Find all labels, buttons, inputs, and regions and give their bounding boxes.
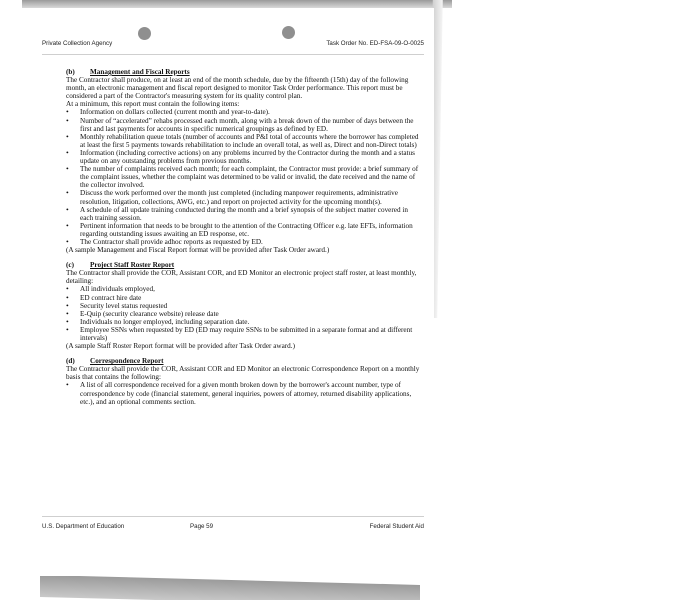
scan-shadow-bottom bbox=[40, 575, 420, 600]
footer-right: Federal Student Aid bbox=[369, 523, 424, 530]
footer-left: U.S. Department of Education bbox=[42, 523, 125, 530]
section-d-title: Correspondence Report bbox=[90, 357, 164, 366]
document-body bbox=[66, 68, 421, 406]
section-b-title: Management and Fiscal Reports bbox=[90, 68, 190, 76]
list-item: • A schedule of all update training conducted during the month and a brief synopsis of the subject matter covered in each training session. bbox=[66, 206, 421, 222]
section-b-note: (A sample Management and Fiscal Report format will be provided after Task Order award.) bbox=[66, 246, 330, 255]
scan-shadow-top bbox=[22, 0, 452, 8]
punch-hole-left bbox=[138, 27, 151, 40]
list-item: • Discuss the work performed over the month just completed (including manpower requirements, administrative resolution, litigation, collections, AWG, etc.) and report on projected activity for the upcoming month(s). bbox=[66, 189, 421, 205]
section-d-intro: The Contractor shall provide the COR, Assistant COR and ED Monitor an electronic Correspondence Report on a monthly basis that contains the following: bbox=[66, 365, 420, 382]
section-c-number: (c) bbox=[66, 261, 74, 270]
document-page bbox=[34, 8, 434, 576]
list-item: • A list of all correspondence received for a given month broken down by the borrower's account number, type of correspondence by code (financial statement, general inquiries, powers of attorney, returned disability applications, etc.), and an optional comments section. bbox=[66, 381, 421, 405]
section-c-title: Project Staff Roster Report bbox=[90, 261, 175, 270]
list-item: • Pertinent information that needs to be brought to the attention of the Contracting Officer e.g. late EFTs, information regarding outstanding issues awaiting an ED response, etc. bbox=[66, 222, 421, 238]
header-left: Private Collection Agency bbox=[42, 40, 113, 47]
section-d-list bbox=[66, 381, 421, 405]
section-b-number: (b) bbox=[66, 68, 75, 76]
list-item: • Monthly rehabilitation queue totals (number of accounts and P&I total of accounts where the borrower has completed at least the first 5 payments towards rehabilitation to include an overall total, as well as, Direct and non-Direct totals) bbox=[66, 133, 421, 149]
list-item: • The Contractor shall provide adhoc reports as requested by ED. bbox=[66, 238, 421, 246]
header-right: Task Order No. ED-FSA-09-O-0025 bbox=[326, 40, 424, 47]
list-item: • Individuals no longer employed, including separation date. bbox=[66, 318, 421, 326]
section-b-intro: The Contractor shall produce, on at least an end of the month schedule, due by the fifteenth (15th) day of the following month, an electronic management and fiscal report designed to monitor Task Order performance. This report must be considered a part of the Contractor's measuring system for its quality control plan. bbox=[66, 76, 409, 101]
list-item: • ED contract hire date bbox=[66, 294, 421, 302]
list-item: • Employee SSNs when requested by ED (ED may require SSNs to be submitted in a separate format and at different intervals) bbox=[66, 326, 421, 342]
punch-hole-right bbox=[282, 26, 295, 39]
section-b-list bbox=[66, 108, 421, 246]
page-number: Page 59 bbox=[190, 523, 214, 530]
section-c-list bbox=[66, 285, 421, 342]
section-d-number: (d) bbox=[66, 357, 75, 366]
list-item: • Security level status requested bbox=[66, 302, 421, 310]
list-item: • E-Quip (security clearance website) release date bbox=[66, 310, 421, 318]
section-c-note: (A sample Staff Roster Report format will be provided after Task Order award.) bbox=[66, 342, 295, 351]
header-rule bbox=[42, 54, 424, 55]
section-b-lead: At a minimum, this report must contain the following items: bbox=[66, 100, 240, 109]
section-c-intro: The Contractor shall provide the COR, Assistant COR, and ED Monitor an electronic project staff roster, at least monthly, detailing: bbox=[66, 269, 417, 286]
list-item: • All individuals employed, bbox=[66, 285, 421, 293]
section-b-heading bbox=[66, 68, 421, 76]
list-item: • Information on dollars collected (current month and year-to-date). bbox=[66, 108, 421, 116]
section-d-heading bbox=[66, 357, 421, 365]
list-item: • The number of complaints received each month; for each complaint, the Contractor must provide: a brief summary of the complaint issues, whether the complaint was determined to be valid or invalid, the date received and the name of the collector involved. bbox=[66, 165, 421, 189]
section-c-heading bbox=[66, 261, 421, 269]
list-item: • Number of “accelerated” rehabs processed each month, along with a break down of the number of days between the first and last payments for accounts in specific numerical groupings as defined by ED. bbox=[66, 117, 421, 133]
list-item: • Information (including corrective actions) on any problems incurred by the Contractor during the month and a status update on any outstanding problems from previous months. bbox=[66, 149, 421, 165]
footer-rule bbox=[42, 516, 424, 517]
